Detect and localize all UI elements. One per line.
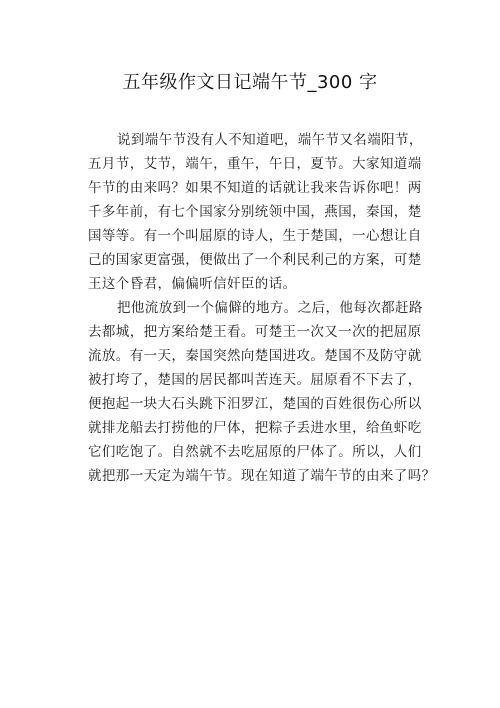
text-line: 它们吃饱了。自然就不去吃屈原的尸体了。所以，人们 (88, 444, 422, 460)
text-line: 王这个昏君，偏偏听信奸臣的话。 (88, 276, 297, 292)
text-line: 把他流放到一个偏僻的地方。之后，他每次都赶路 (117, 300, 423, 316)
text-line: 千多年前，有七个国家分别统领中国，燕国，秦国，楚 (88, 204, 422, 220)
document-body (88, 128, 436, 488)
text-line: 己的国家更富强，便做出了一个利民利己的方案，可楚 (88, 252, 422, 268)
text-line: 去都城，把方案给楚王看。可楚王一次又一次的把屈原 (88, 324, 422, 340)
text-line: 国等等。有一个叫屈原的诗人，生于楚国，一心想让自 (88, 228, 422, 244)
paragraph-1 (88, 128, 423, 296)
text-line: 就把那一天定为端午节。现在知道了端午节的由来了吗？ (88, 468, 436, 484)
text-line: 流放。有一天，秦国突然向楚国进攻。楚国不及防守就 (88, 348, 422, 364)
text-line: 五月节，艾节，端午，重午，午日，夏节。大家知道端 (88, 156, 422, 172)
text-line: 午节的由来吗？如果不知道的话就让我来告诉你吧！两 (88, 180, 422, 196)
paragraph-2 (88, 296, 436, 488)
text-line: 就排龙船去打捞他的尸体，把粽子丢进水里，给鱼虾吃 (88, 420, 422, 436)
text-line: 说到端午节没有人不知道吧，端午节又名端阳节， (117, 132, 423, 148)
text-line: 便抱起一块大石头跳下汨罗江，楚国的百姓很伤心所以 (88, 396, 422, 412)
text-line: 被打垮了，楚国的居民都叫苦连天。屈原看不下去了， (88, 372, 422, 388)
document-title: 五年级作文日记端午节_300 字 (122, 72, 378, 93)
